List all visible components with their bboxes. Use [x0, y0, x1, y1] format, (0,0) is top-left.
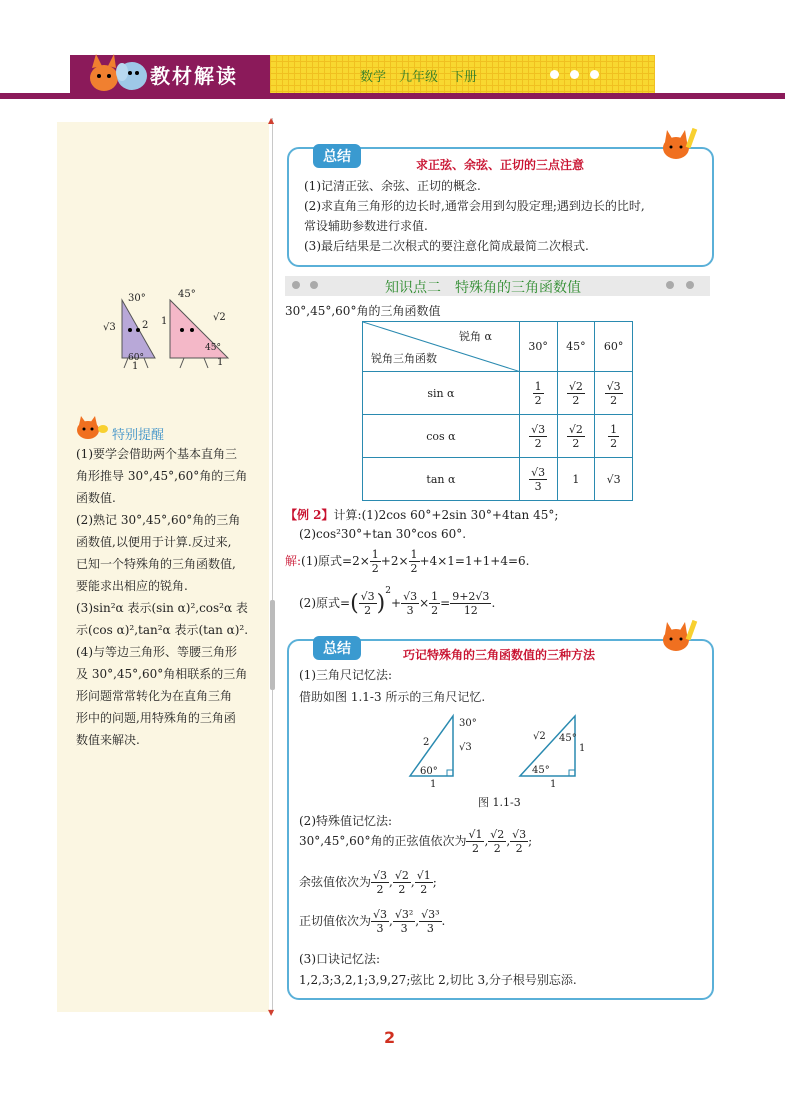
header-dot [590, 70, 599, 79]
tip-line: 函数值. [76, 491, 116, 505]
trig-table [362, 321, 633, 501]
tri-label-root2: √2 [213, 312, 226, 323]
frac-num: √3 [373, 908, 388, 921]
cell-num: √2 [568, 422, 583, 436]
sin-prefix: 30°,45°,60°角的正弦值依次为 [299, 834, 467, 848]
tip-line: 形中的问题,用特殊角的三角函 [76, 711, 236, 725]
corner-top-label: 锐角 α [459, 330, 492, 343]
scroll-down-icon[interactable]: ▼ [268, 1008, 275, 1017]
fox-reminder-icon [74, 415, 110, 441]
frac-num: √1 [416, 869, 431, 882]
tri-label-1c: 1 [217, 357, 224, 368]
frac-den: 2 [431, 604, 439, 617]
frac-den: 2 [371, 562, 379, 575]
cell-den: 2 [572, 436, 580, 450]
tip-line: 函数值,以便用于计算.反过来, [76, 535, 232, 549]
fig-label-1-bottom: 1 [550, 779, 557, 790]
mascot-cat-elephant-icon [82, 48, 152, 96]
row-label: cos α [363, 415, 520, 458]
header-rule-thin [0, 98, 785, 99]
row-label: tan α [363, 458, 520, 501]
frac-num: √3 [403, 590, 418, 603]
figure-caption: 图 1.1-3 [478, 796, 521, 809]
cell-num: √3 [531, 465, 546, 479]
solution-line-1 [285, 548, 530, 575]
tip-line: 数值来解决. [76, 733, 140, 747]
tan-values-line: 正切值依次为 $\frac{√3}{3}$ , $\frac{\text{√3²}}{3}$ , $\frac{\text{√3³}}{3}$ . [299, 908, 446, 935]
cos-values-line: 余弦值依次为 $\frac{√3}{2}$ , $\frac{√2}{2}$ , $\frac{√1}{2}$ ; [299, 869, 437, 896]
frac-den: 3 [400, 922, 408, 935]
banner-dot [666, 281, 674, 289]
tip-line: (3)sin²α 表示(sin α)²,cos²α 表 [76, 601, 248, 615]
frac-den: 2 [376, 883, 384, 896]
sol-text: = [440, 596, 451, 610]
summary1-line: (1)记清正弦、余弦、正切的概念. [304, 179, 481, 193]
table-cell [557, 372, 595, 415]
frac-num: √3³ [421, 908, 440, 921]
summary1-line: 常设辅助参数进行求值. [304, 219, 428, 233]
tri-label-45b: 45° [205, 343, 221, 353]
example-question-2: (2)cos²30°+tan 30°cos 60°. [299, 527, 467, 541]
scrollbar-thumb[interactable] [270, 600, 275, 690]
cell-num: √2 [568, 379, 583, 393]
knowledge-title: 知识点二 特殊角的三角函数值 [385, 280, 581, 296]
tip-line: (2)熟记 30°,45°,60°角的三角 [76, 513, 241, 527]
sol-text: +4×1=1+1+4=6. [419, 554, 530, 568]
tip-line: (4)与等边三角形、等腰三角形 [76, 645, 237, 659]
tan-end: . [441, 914, 446, 928]
angle-header: 30° [519, 322, 557, 372]
tip-line: 要能求出相应的锐角. [76, 579, 188, 593]
frac-num: 1 [410, 548, 418, 561]
cell-den: 2 [534, 393, 542, 407]
tip-line: 形问题常常转化为在直角三角 [76, 689, 233, 703]
sol-text: (1)原式=2× [301, 554, 370, 568]
summary1-line: (2)求直角三角形的边长时,通常会用到勾股定理;遇到边长的比时, [304, 199, 645, 213]
cos-end: ; [432, 875, 437, 889]
tri-label-60: 60° [128, 353, 144, 363]
tri-label-45a: 45° [178, 289, 196, 300]
paren-close: ) [376, 591, 386, 616]
fig-label-root3: √3 [459, 742, 472, 753]
sol-text: +2× [380, 554, 409, 568]
table-cell [557, 415, 595, 458]
tip-line: 已知一个特殊角的三角函数值, [76, 557, 236, 571]
frac-num: √3 [360, 590, 375, 603]
frac-den: 2 [364, 604, 372, 617]
solution-line-2 [299, 586, 495, 617]
header-dot [570, 70, 579, 79]
table-cell [519, 458, 557, 501]
tip-line: 角形推导 30°,45°,60°角的三角 [76, 469, 248, 483]
table-corner [363, 322, 520, 372]
banner-dot [292, 281, 300, 289]
tip-line: (1)要学会借助两个基本直角三 [76, 447, 237, 461]
method-2-title: (2)特殊值记忆法: [299, 814, 393, 828]
example-question-1 [285, 506, 558, 523]
banner-dot [310, 281, 318, 289]
fig-label-2: 2 [423, 737, 430, 748]
header-title: 教材解读 [150, 64, 238, 88]
sol-text: + [391, 596, 402, 610]
fig-label-1-left: 1 [430, 779, 437, 790]
sin-end: ; [528, 834, 533, 848]
page-number: 2 [384, 1028, 396, 1047]
fig-label-1-right: 1 [579, 743, 586, 754]
fox-bat-icon [656, 618, 702, 654]
tip-line: 示(cos α)²,tan²α 表示(tan α)². [76, 623, 249, 637]
exponent: 2 [385, 586, 391, 596]
cell-num: 1 [610, 422, 618, 436]
scroll-up-icon[interactable]: ▲ [268, 116, 275, 125]
table-caption: 30°,45°,60°角的三角函数值 [285, 304, 441, 318]
tip-title: 特别提醒 [112, 428, 165, 443]
table-cell: √3 [595, 458, 633, 501]
frac-num: √1 [468, 828, 483, 841]
method-3-title: (3)口诀记忆法: [299, 952, 381, 966]
method-1-title: (1)三角尺记忆法: [299, 668, 393, 682]
header-subject: 数学 九年级 下册 [360, 70, 478, 85]
fig-label-60: 60° [420, 766, 438, 777]
tip-line: 及 30°,45°,60°角相联系的三角 [76, 667, 248, 681]
column-divider [272, 118, 273, 1013]
frac-num: √2 [490, 828, 505, 841]
sol-text: × [419, 596, 430, 610]
cell-den: 2 [534, 436, 542, 450]
summary1-line: (3)最后结果是二次根式的要注意化简成最简二次根式. [304, 239, 589, 253]
fig-label-30: 30° [459, 718, 477, 729]
summary-label-1: 总结 [313, 144, 361, 168]
frac-den: 2 [420, 883, 428, 896]
frac-num: 9+2√3 [452, 590, 490, 603]
tri-label-root3: √3 [103, 322, 116, 333]
solution-tag: 解: [285, 554, 302, 568]
table-row [363, 372, 633, 415]
sol-text: . [491, 596, 496, 610]
table-cell [595, 415, 633, 458]
frac-num: 1 [371, 548, 379, 561]
frac-den: 2 [471, 842, 479, 855]
angle-header: 60° [595, 322, 633, 372]
frac-den: 3 [376, 922, 384, 935]
fig-label-root2: √2 [533, 731, 546, 742]
tri-label-2: 2 [142, 320, 149, 331]
frac-num: √2 [394, 869, 409, 882]
cell-den: 2 [572, 393, 580, 407]
table-cell: 1 [557, 458, 595, 501]
tan-prefix: 正切值依次为 [299, 914, 372, 928]
cell-num: √3 [606, 379, 621, 393]
tip-list [76, 443, 266, 751]
cell-den: 2 [610, 436, 618, 450]
cell-den: 3 [534, 479, 542, 493]
table-cell [595, 372, 633, 415]
summary-label-2: 总结 [313, 636, 361, 660]
cell-num: 1 [534, 379, 542, 393]
fig-label-45-top: 45° [559, 733, 577, 744]
frac-den: 2 [515, 842, 523, 855]
tri-label-1b: 1 [132, 361, 139, 372]
frac-num: 1 [431, 590, 439, 603]
tri-label-1a: 1 [161, 316, 168, 327]
row-label: sin α [363, 372, 520, 415]
cell-den: 2 [610, 393, 618, 407]
table-row [363, 458, 633, 501]
banner-dot [686, 281, 694, 289]
frac-num: √3² [394, 908, 414, 921]
frac-den: 12 [463, 604, 478, 617]
frac-den: 2 [410, 562, 418, 575]
tri-label-30: 30° [128, 293, 146, 304]
example-tag: 【例 2】 [285, 508, 334, 522]
sol-text: (2)原式= [299, 596, 351, 610]
table-row [363, 415, 633, 458]
table-cell [519, 415, 557, 458]
frac-den: 2 [493, 842, 501, 855]
header-dot [550, 70, 559, 79]
summary-title-1: 求正弦、余弦、正切的三点注意 [416, 158, 585, 172]
summary-title-2: 巧记特殊角的三角函数值的三种方法 [403, 648, 596, 662]
table-cell [519, 372, 557, 415]
example-q1-text: 计算:(1)2cos 60°+2sin 30°+4tan 45°; [333, 508, 559, 522]
paren-open: ( [350, 591, 359, 616]
frac-den: 2 [398, 883, 406, 896]
method-3-desc: 1,2,3;3,2,1;3,9,27;弦比 2,切比 3,分子根号别忘添. [299, 973, 577, 987]
cell-num: √3 [531, 422, 546, 436]
fox-bat-icon [656, 126, 702, 162]
angle-header: 45° [557, 322, 595, 372]
frac-den: 3 [406, 604, 414, 617]
cos-prefix: 余弦值依次为 [299, 875, 372, 889]
sin-values-line: 30°,45°,60°角的正弦值依次为 $\frac{√1}{2}$ , $\frac{√2}{2}$ , $\frac{√3}{2}$ ; [299, 828, 533, 855]
frac-den: 3 [426, 922, 434, 935]
frac-num: √3 [373, 869, 388, 882]
frac-num: √3 [512, 828, 527, 841]
corner-bottom-label: 锐角三角函数 [371, 352, 437, 365]
fig-label-45-bottom: 45° [532, 765, 550, 776]
method-1-desc: 借助如图 1.1-3 所示的三角尺记忆. [299, 690, 486, 704]
